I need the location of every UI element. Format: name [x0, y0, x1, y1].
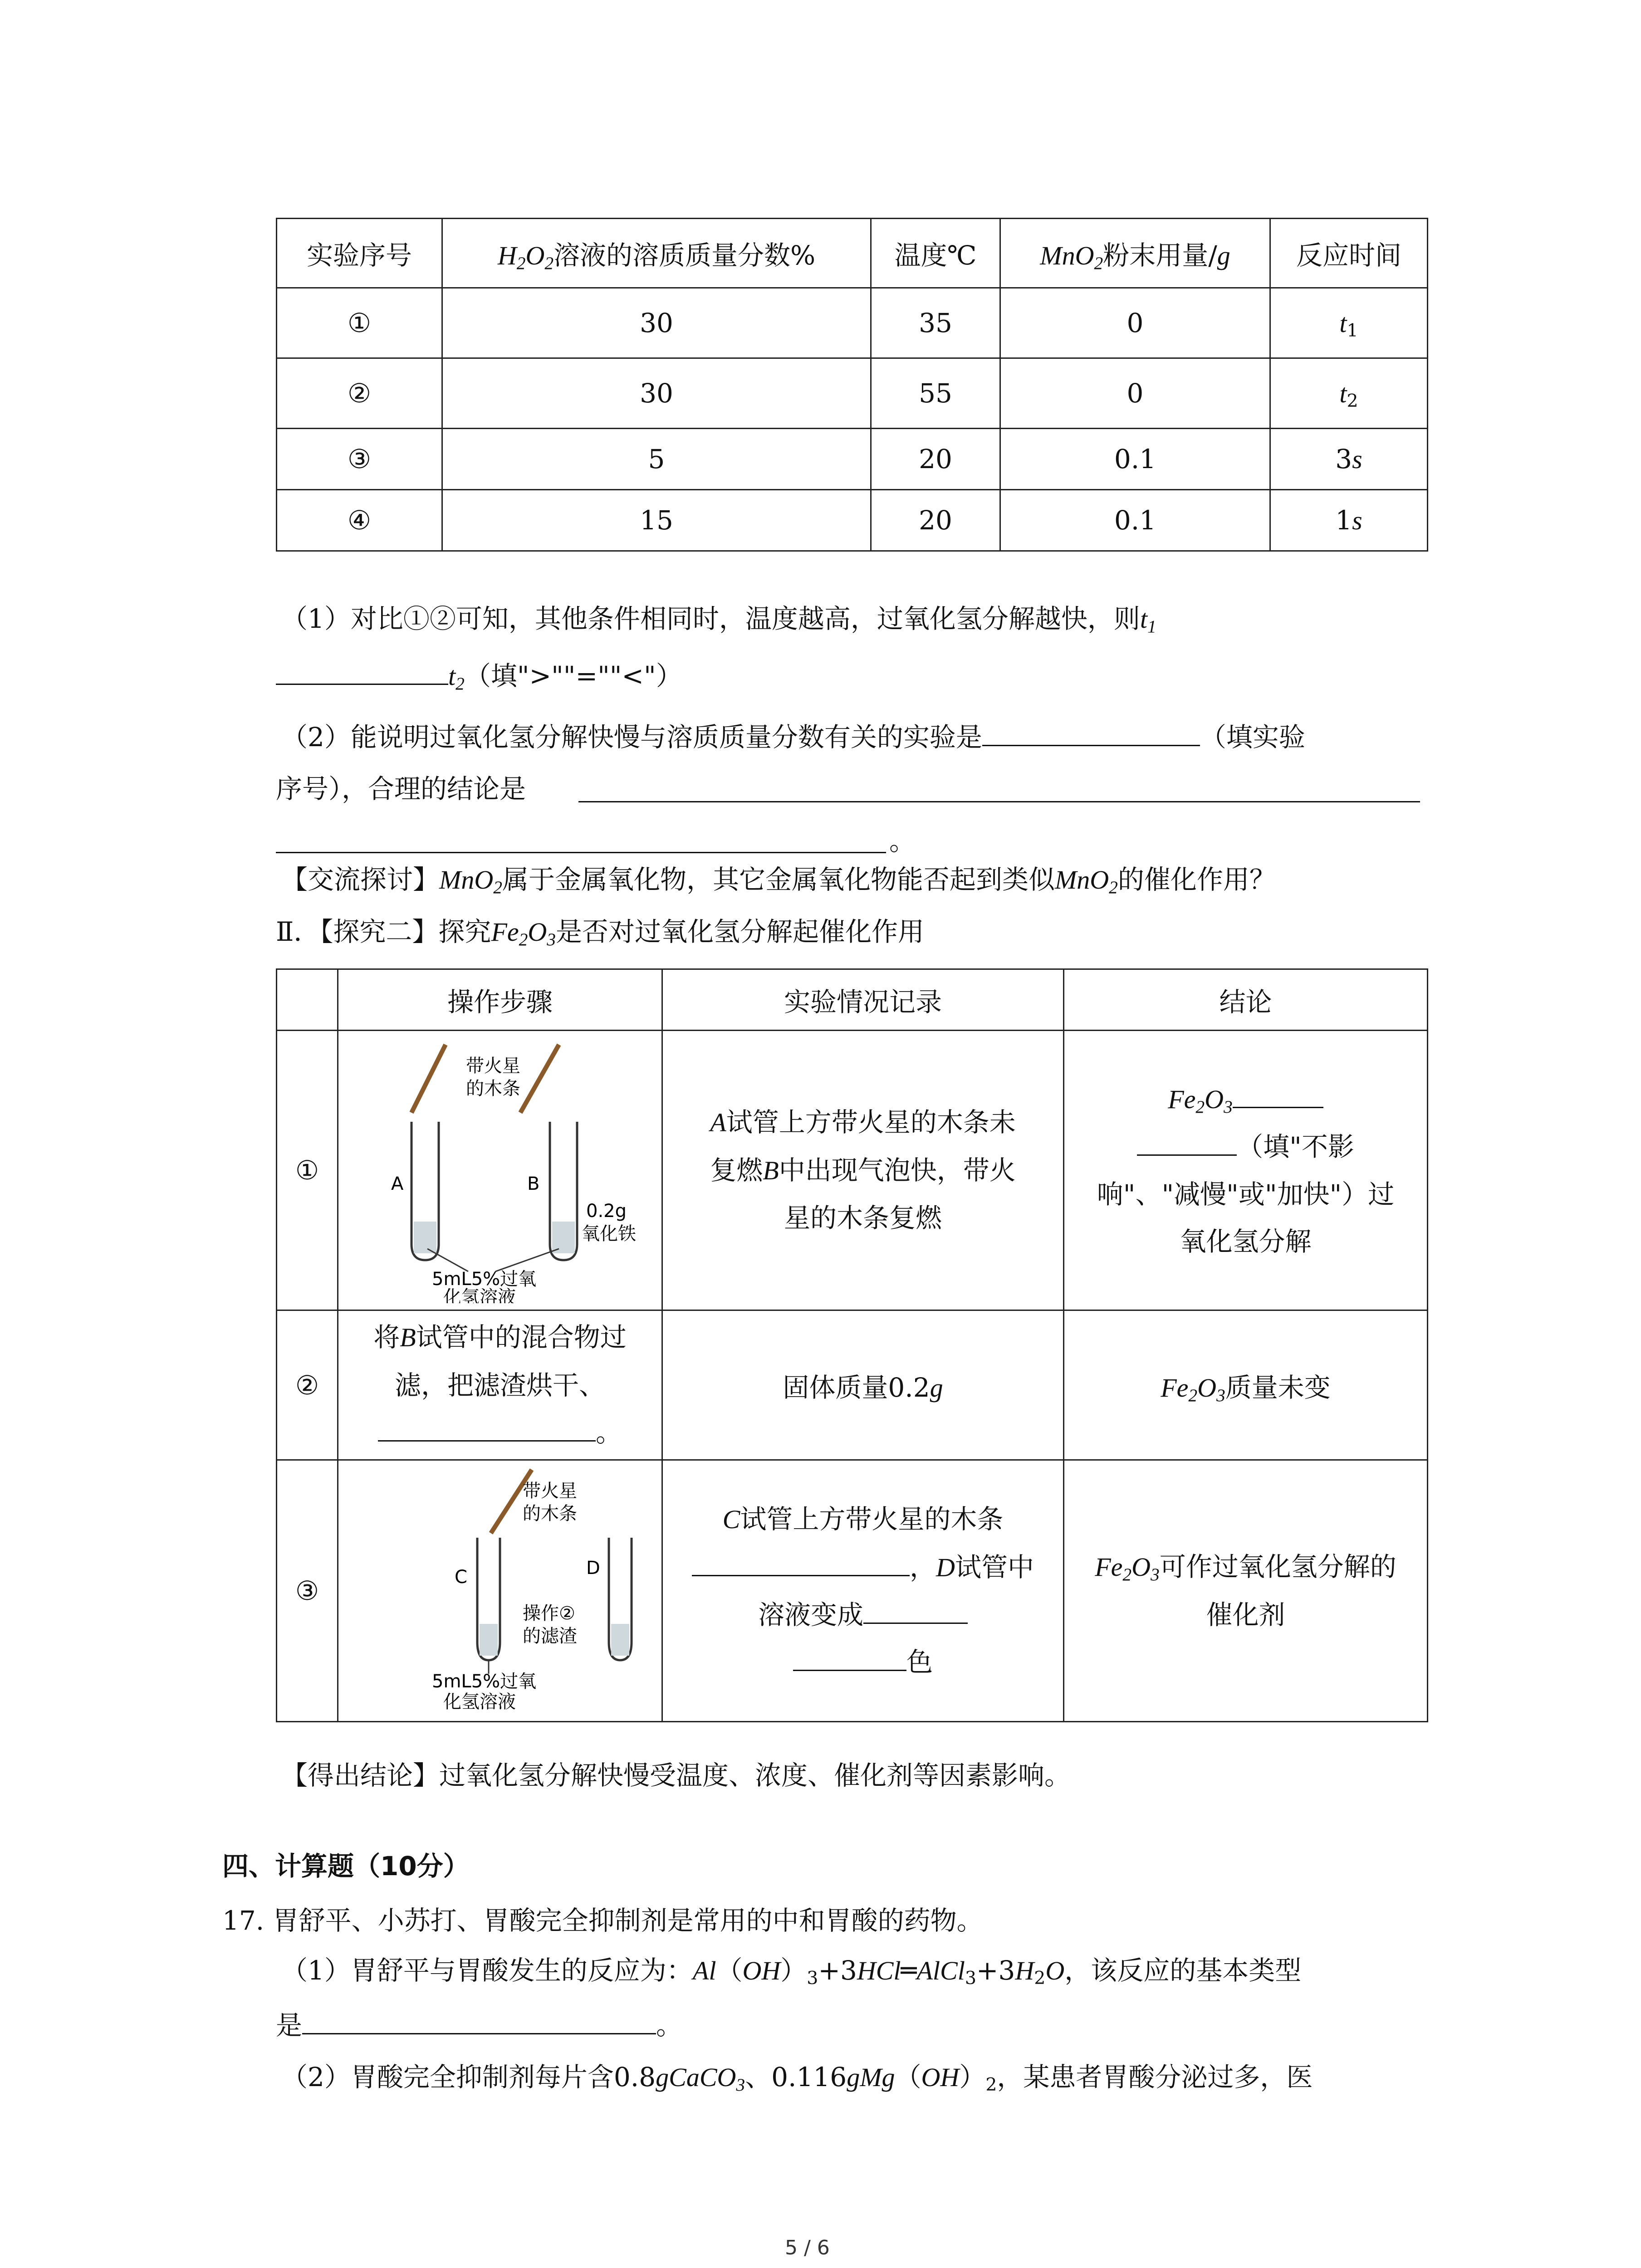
solution-a [414, 1222, 436, 1253]
test-tube-figure-3 [341, 1461, 659, 1715]
fig-label-stick2: 的木条 [523, 1503, 577, 1524]
table-row: ② 将B试管中的混合物过 滤，把滤渣烘干、 。 固体质量0.2g $Fe_2O_3$质量未变 [277, 1310, 1428, 1460]
header-reaction-time: 反应时间 [1270, 219, 1428, 288]
header-h2o2-concentration: $H_2O_2$溶液的溶质质量分数% [442, 219, 871, 288]
tube-label-c: C [455, 1567, 467, 1588]
header-mno2-amount: MnO$_2$粉末用量/g [1000, 219, 1270, 288]
table-row: ④ 15 20 0.1 1s [277, 490, 1428, 551]
solution-c [480, 1624, 498, 1656]
fig-label-amount: 0.2g [586, 1201, 627, 1222]
wooden-stick-right [520, 1045, 559, 1113]
fig-label-op2: 的滤渣 [523, 1626, 577, 1647]
header-step: 操作步骤 [338, 969, 662, 1031]
question-2-line1: （2）能说明过氧化氢分解快慢与溶质质量分数有关的实验是 （填实验 [281, 722, 1305, 753]
answer-blank[interactable] [578, 801, 1420, 802]
header-record: 实验情况记录 [662, 969, 1064, 1031]
answer-blank[interactable] [1233, 1083, 1323, 1108]
page-number: 5 / 6 [785, 2236, 830, 2259]
answer-blank[interactable] [1137, 1131, 1237, 1156]
header-temperature: 温度℃ [871, 219, 1000, 288]
table-row: ③ 5 20 0.1 3s [277, 429, 1428, 490]
fig-label-oxide: 氧化铁 [582, 1223, 636, 1244]
fig-label-solution2: 化氢溶液 [443, 1287, 516, 1303]
solution-b [552, 1222, 575, 1253]
table-row: ② 30 55 0 $t_2$ [277, 358, 1428, 429]
section-4-heading: 四、计算题（10分） [222, 1851, 470, 1882]
experiment-table-1 [276, 218, 1428, 552]
explore-2-heading: Ⅱ．【探究二】探究$Fe_2O_3$是否对过氧化氢分解起催化作用 [276, 916, 924, 949]
conclusion-line: 【得出结论】过氧化氢分解快慢受温度、浓度、催化剂等因素影响。 [281, 1760, 1071, 1791]
question-2-line2: 序号），合理的结论是 [276, 773, 526, 804]
tube-label-a: A [391, 1173, 404, 1194]
answer-blank[interactable] [692, 1551, 910, 1576]
answer-blank[interactable] [793, 1646, 906, 1671]
fig-label-solution2: 化氢溶液 [443, 1691, 516, 1712]
question-17-part1-line1: （1）胃舒平与胃酸发生的反应为：$Al(OH)_3+3HCl═AlCl_3+3H_2O$，该反应的基本类型 [281, 1955, 1302, 1989]
solution-d [611, 1624, 629, 1656]
answer-blank[interactable] [302, 2009, 656, 2034]
fig-label-op: 操作② [523, 1603, 575, 1624]
fig-label-stick: 带火星 [523, 1481, 577, 1501]
answer-blank[interactable] [276, 852, 886, 853]
test-tube-figure-1 [341, 1031, 659, 1303]
experiment-table-2 [276, 968, 1428, 1722]
table-row: ③ 带火星 的木条 C D 操作② 的滤渣 5mL5%过氧 化氢溶液 C试管上方带火星的木条 ，D试管中 溶液变成 色 $Fe_2O_3$可作过氧化氢分解的 催化剂 [277, 1460, 1428, 1722]
question-1-line2: $t_2$（填">""=""<"） [276, 660, 682, 692]
question-2-end: 。 [889, 826, 916, 856]
answer-blank[interactable] [378, 1417, 596, 1442]
question-17-stem: 17. 胃舒平、小苏打、胃酸完全抑制剂是常用的中和胃酸的药物。 [222, 1905, 983, 1936]
header-conclusion: 结论 [1064, 969, 1428, 1031]
discussion-line: 【交流探讨】MnO$_2$属于金属氧化物，其它金属氧化物能否起到类似MnO$_2$的催化作用？ [281, 864, 1276, 897]
tube-label-d: D [586, 1558, 600, 1579]
tube-label-b: B [527, 1173, 540, 1194]
fig-label-solution: 5mL5%过氧 [432, 1671, 537, 1692]
question-17-part1-line2: 是 。 [276, 2010, 683, 2041]
answer-blank[interactable] [863, 1599, 968, 1624]
figure-cell-1 [338, 1031, 662, 1310]
fig-label-stick2: 的木条 [466, 1078, 520, 1099]
table-row: ① 30 35 0 $t_1$ [277, 288, 1428, 358]
answer-blank[interactable] [982, 721, 1200, 746]
question-1-line1: （1）对比①②可知，其他条件相同时，温度越高，过氧化氢分解越快，则$t_1$ [281, 603, 1156, 636]
wooden-stick-left [411, 1045, 446, 1113]
header-seq: 实验序号 [277, 219, 442, 288]
question-17-part2-line1: （2）胃酸完全抑制剂每片含0.8gCaCO$_3$、$0.116gMg(OH)_2$，某患者胃酸分泌过多，医 [281, 2062, 1313, 2095]
answer-blank[interactable] [276, 660, 448, 685]
table-row: ① 带火星 的木条 A B 0.2g 氧化铁 5mL5%过氧 化氢溶液 A试管上方带火星的木条未 复燃B中出现气泡快，带火 星的木条复燃 $Fe_2O_3$ （填"不影 响"、"减慢"或"加快"）过 氧化氢分解 [277, 1031, 1428, 1310]
fig-label-stick: 带火星 [466, 1056, 520, 1076]
fig-label-solution: 5mL5%过氧 [432, 1269, 537, 1290]
figure-cell-3 [338, 1460, 662, 1722]
